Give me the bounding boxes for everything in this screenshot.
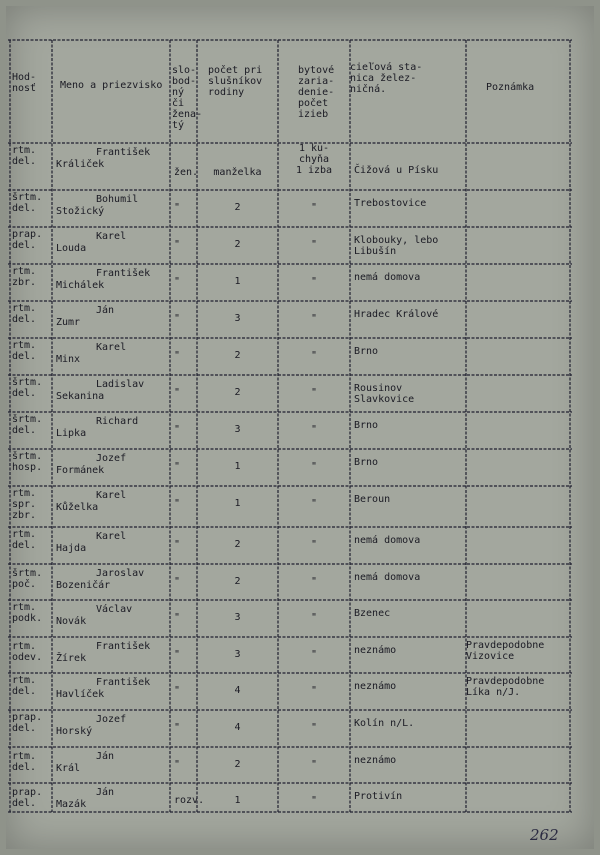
cell-rank: rtm. zbr.: [12, 266, 37, 288]
cell-family: 3: [234, 424, 241, 435]
cell-rank: šrtm. poč.: [12, 568, 43, 590]
cell-station: Čižová u Písku: [354, 165, 439, 176]
cell-rank: rtm. del.: [12, 675, 37, 697]
cell-last: Zumr: [56, 317, 81, 328]
cell-first: Jaroslav: [96, 568, 145, 579]
cell-last: Louda: [56, 243, 87, 254]
header-family: počet pri slušníkov rodiny: [208, 65, 263, 98]
cell-station: nemá domova: [354, 572, 421, 583]
cell-station: Hradec Králové: [354, 309, 439, 320]
cell-family: 2: [234, 576, 241, 587]
cell-housing: ": [310, 202, 318, 213]
cell-last: Stožický: [56, 206, 105, 217]
cell-housing: ": [310, 722, 318, 733]
cell-status: žen.: [174, 167, 199, 178]
cell-station: neznámo: [354, 755, 397, 766]
cell-family: 2: [234, 539, 241, 550]
cell-station: Beroun: [354, 494, 391, 505]
cell-first: Ladislav: [96, 379, 145, 390]
cell-housing: ": [310, 424, 318, 435]
cell-status: ": [174, 387, 181, 398]
cell-first: Karel: [96, 490, 127, 501]
cell-family: 3: [234, 612, 241, 623]
page-number: 262: [530, 826, 559, 844]
cell-family: 2: [234, 202, 241, 213]
cell-status: ": [174, 685, 181, 696]
cell-status: ": [174, 276, 181, 287]
cell-status: ": [174, 722, 181, 733]
cell-family: 2: [234, 759, 241, 770]
cell-first: Ján: [96, 751, 115, 762]
cell-housing: ": [310, 239, 318, 250]
cell-family: 3: [234, 313, 241, 324]
cell-last: Lipka: [56, 428, 87, 439]
cell-first: Václav: [96, 604, 133, 615]
cell-first: Bohumil: [96, 194, 139, 205]
cell-first: Karel: [96, 231, 127, 242]
cell-last: Formánek: [56, 465, 105, 476]
cell-family: 4: [234, 722, 241, 733]
header-housing: bytové zaria- denie- počet izieb: [298, 65, 335, 120]
cell-last: Žírek: [56, 653, 87, 664]
cell-station: Brno: [354, 346, 379, 357]
cell-status: ": [174, 350, 181, 361]
cell-family: 1: [234, 795, 241, 806]
cell-status: ": [174, 424, 181, 435]
cell-last: Michálek: [56, 280, 105, 291]
cell-family: 3: [234, 649, 241, 660]
cell-last: Králiček: [56, 159, 105, 170]
cell-last: Mazák: [56, 799, 87, 810]
cell-last: Kůželka: [56, 502, 99, 513]
cell-rank: šrtm. hosp.: [12, 451, 43, 473]
cell-status: ": [174, 461, 181, 472]
cell-rank: prap. del.: [12, 712, 43, 734]
cell-first: Ján: [96, 305, 115, 316]
cell-first: František: [96, 268, 151, 279]
cell-rank: šrtm. del.: [12, 414, 43, 436]
cell-status: ": [174, 539, 181, 550]
cell-station: Brno: [354, 420, 379, 431]
cell-family: manželka: [213, 167, 262, 178]
cell-rank: rtm. del.: [12, 340, 37, 362]
cell-housing: ": [310, 576, 318, 587]
cell-last: Minx: [56, 354, 81, 365]
cell-rank: rtm. del.: [12, 145, 37, 167]
header-status: slo- bod- ný či žena- tý: [172, 65, 203, 131]
header-name: Meno a priezvisko: [60, 80, 163, 91]
cell-family: 2: [234, 350, 241, 361]
cell-station: neznámo: [354, 681, 397, 692]
cell-family: 1: [234, 498, 241, 509]
cell-housing: ": [310, 539, 318, 550]
cell-station: Bzenec: [354, 608, 391, 619]
cell-housing: ": [310, 498, 318, 509]
cell-rank: rtm. del.: [12, 529, 37, 551]
cell-rank: šrtm. del.: [12, 377, 43, 399]
cell-last: Bozeničár: [56, 580, 111, 591]
cell-housing: ": [310, 461, 318, 472]
header-station: cieľová sta- nica želez- ničná.: [350, 62, 423, 95]
cell-family: 2: [234, 239, 241, 250]
header-rank: Hod- nosť: [12, 72, 37, 94]
cell-status: ": [174, 202, 181, 213]
cell-status: ": [174, 498, 181, 509]
cell-rank: rtm. podk.: [12, 602, 43, 624]
cell-last: Novák: [56, 616, 87, 627]
cell-status: ": [174, 576, 181, 587]
cell-rank: rtm. del.: [12, 303, 37, 325]
cell-station: Trebostovice: [354, 198, 427, 209]
cell-status: ": [174, 239, 181, 250]
cell-station: Brno: [354, 457, 379, 468]
cell-housing: ": [310, 685, 318, 696]
cell-status: ": [174, 649, 181, 660]
cell-note: Pravdepodobne Líka n/J.: [466, 676, 545, 698]
cell-station: neznámo: [354, 645, 397, 656]
cell-housing: ": [310, 350, 318, 361]
cell-rank: rtm. del.: [12, 751, 37, 773]
cell-rank: rtm. spr. zbr.: [12, 488, 37, 521]
cell-housing: ": [310, 759, 318, 770]
cell-last: Hajda: [56, 543, 87, 554]
cell-first: Karel: [96, 342, 127, 353]
cell-station: Kolín n/L.: [354, 718, 415, 729]
cell-rank: šrtm. del.: [12, 192, 43, 214]
cell-housing: ": [310, 387, 318, 398]
cell-family: 4: [234, 685, 241, 696]
cell-housing: ": [310, 649, 318, 660]
cell-housing: ": [310, 276, 318, 287]
cell-family: 2: [234, 387, 241, 398]
cell-first: Ján: [96, 787, 115, 798]
cell-first: Karel: [96, 531, 127, 542]
cell-first: Richard: [96, 416, 139, 427]
cell-rank: prap. del.: [12, 229, 43, 251]
cell-status: ": [174, 612, 181, 623]
cell-housing: ": [310, 795, 318, 806]
cell-first: František: [96, 641, 151, 652]
cell-family: 1: [234, 276, 241, 287]
cell-station: Rousinov Slavkovice: [354, 383, 415, 405]
cell-note: Pravdepodobne Vizovice: [466, 640, 545, 662]
header-note: Poznámka: [486, 82, 535, 93]
cell-station: Klobouky, lebo Libušín: [354, 235, 439, 257]
cell-rank: prap. del.: [12, 787, 43, 809]
cell-status: ": [174, 313, 181, 324]
cell-station: Protivín: [354, 791, 403, 802]
cell-rank: rtm. odev.: [12, 641, 43, 663]
cell-status: ": [174, 759, 181, 770]
cell-housing: 1 ku- chyňa 1 izba: [295, 143, 333, 176]
cell-first: Jozef: [96, 453, 127, 464]
cell-first: František: [96, 147, 151, 158]
cell-last: Král: [56, 763, 81, 774]
cell-housing: ": [310, 313, 318, 324]
cell-family: 1: [234, 461, 241, 472]
cell-station: nemá domova: [354, 272, 421, 283]
cell-station: nemá domova: [354, 535, 421, 546]
cell-status: rozv.: [174, 795, 205, 806]
cell-housing: ": [310, 612, 318, 623]
cell-last: Sekanina: [56, 391, 105, 402]
cell-last: Havlíček: [56, 689, 105, 700]
cell-last: Horský: [56, 726, 93, 737]
cell-first: Jozef: [96, 714, 127, 725]
cell-first: František: [96, 677, 151, 688]
